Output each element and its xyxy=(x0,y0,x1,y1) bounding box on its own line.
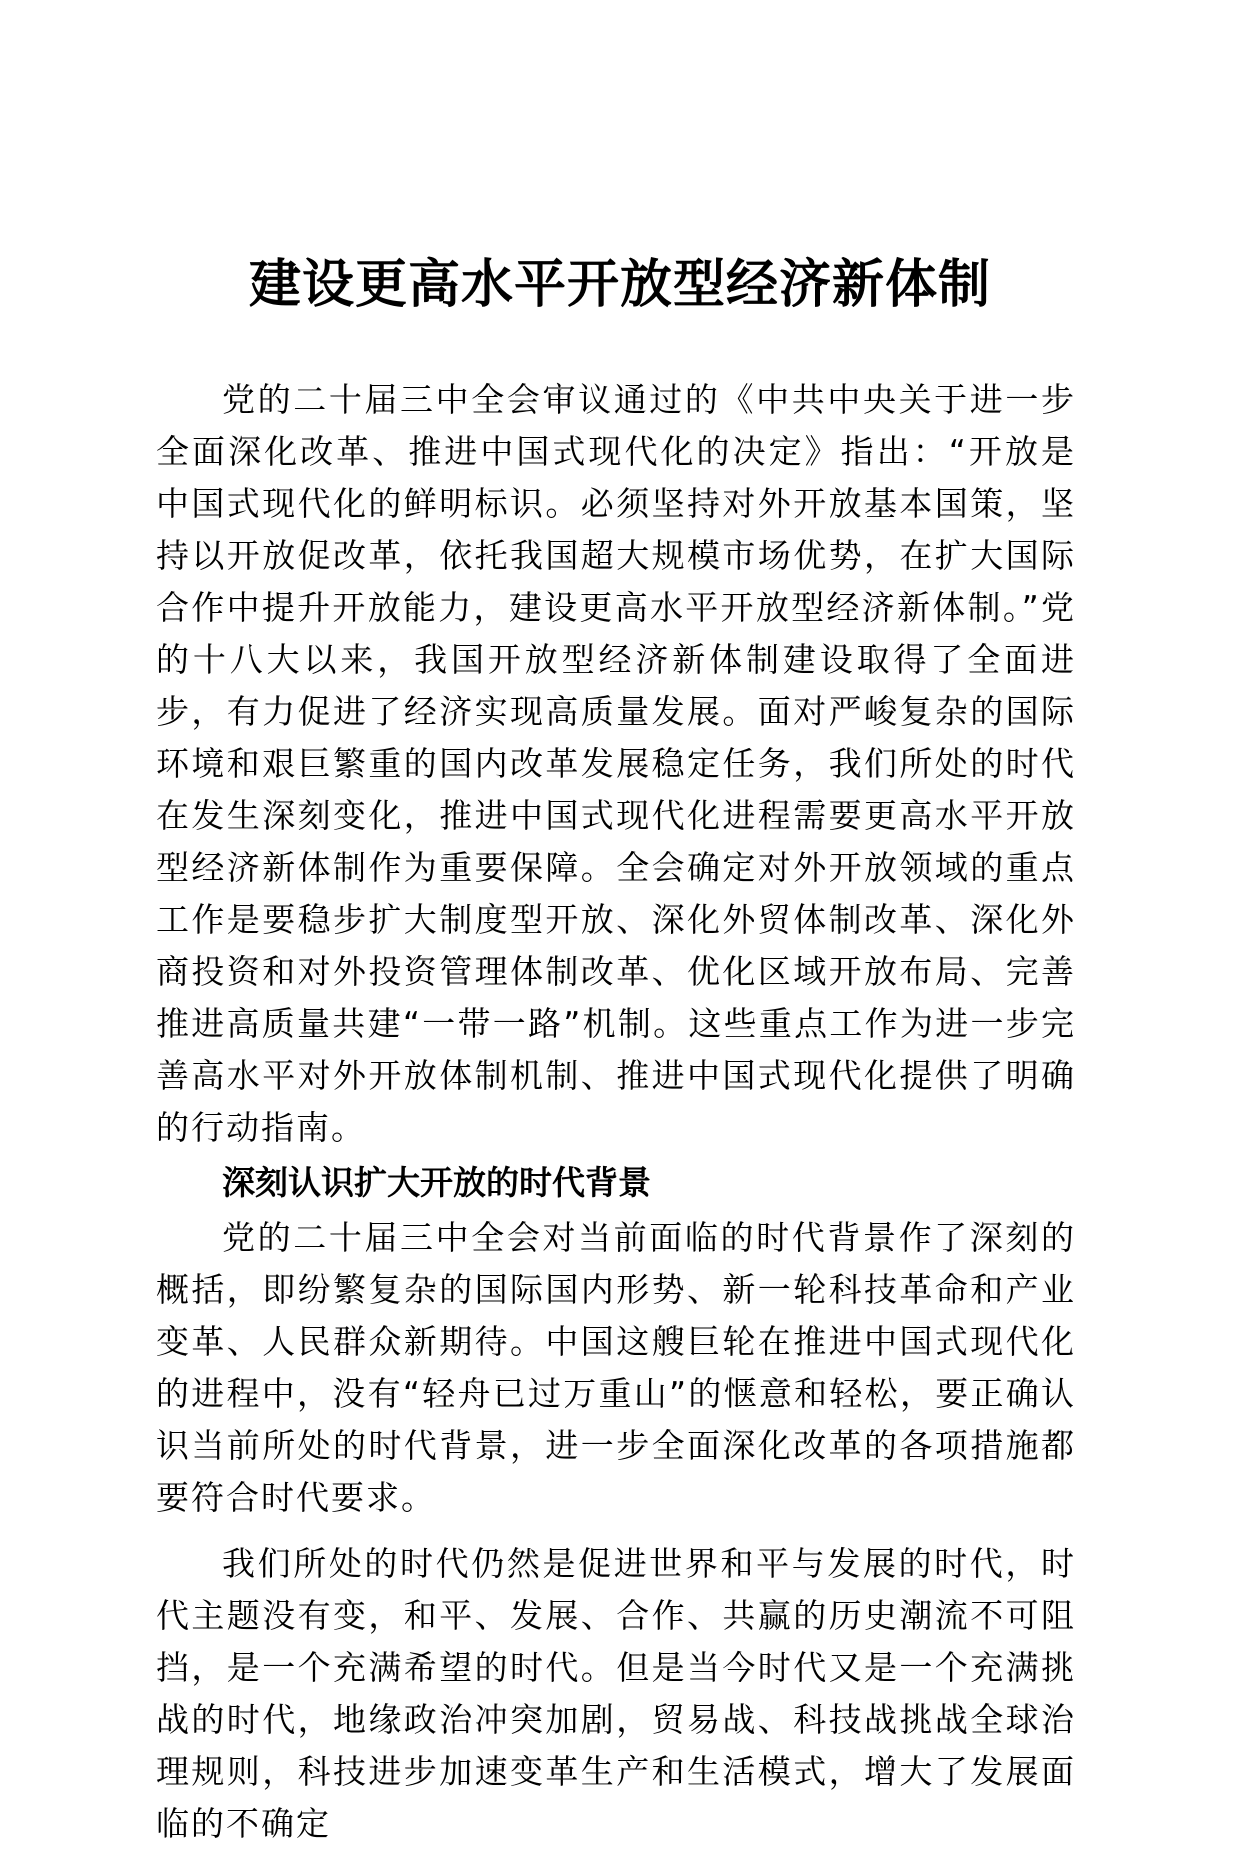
document-body xyxy=(156,374,1076,1850)
paragraph-era: 我们所处的时代仍然是促进世界和平与发展的时代，时代主题没有变，和平、发展、合作、共赢的历史潮流不可阻挡，是一个充满希望的时代。但是当今时代又是一个充满挑战的时代，地缘政治冲突加剧，贸易战、科技战挑战全球治理规则，科技进步加速变革生产和生活模式，增大了发展面临的不确定 xyxy=(156,1544,1076,1843)
document-title: 建设更高水平开放型经济新体制 xyxy=(248,254,991,315)
paragraph-background: 党的二十届三中全会对当前面临的时代背景作了深刻的概括，即纷繁复杂的国际国内形势、新一轮科技革命和产业变革、人民群众新期待。中国这艘巨轮在推进中国式现代化的进程中，没有“轻舟已过万重山”的惬意和轻松，要正确认识当前所处的时代背景，进一步全面深化改革的各项措施都要符合时代要求。 xyxy=(156,1218,1076,1517)
section-heading: 深刻认识扩大开放的时代背景 xyxy=(222,1163,651,1202)
paragraph-intro: 党的二十届三中全会审议通过的《中共中央关于进一步全面深化改革、推进中国式现代化的决定》指出：“开放是中国式现代化的鲜明标识。必须坚持对外开放基本国策，坚持以开放促改革，依托我国超大规模市场优势，在扩大国际合作中提升开放能力，建设更高水平开放型经济新体制。”党的十八大以来，我国开放型经济新体制建设取得了全面进步，有力促进了经济实现高质量发展。面对严峻复杂的国际环境和艰巨繁重的国内改革发展稳定任务，我们所处的时代在发生深刻变化，推进中国式现代化进程需要更高水平开放型经济新体制作为重要保障。全会确定对外开放领域的重点工作是要稳步扩大制度型开放、深化外贸体制改革、深化外商投资和对外投资管理体制改革、优化区域开放布局、完善推进高质量共建“一带一路”机制。这些重点工作为进一步完善高水平对外开放体制机制、推进中国式现代化提供了明确的行动指南。 xyxy=(156,380,1076,1147)
